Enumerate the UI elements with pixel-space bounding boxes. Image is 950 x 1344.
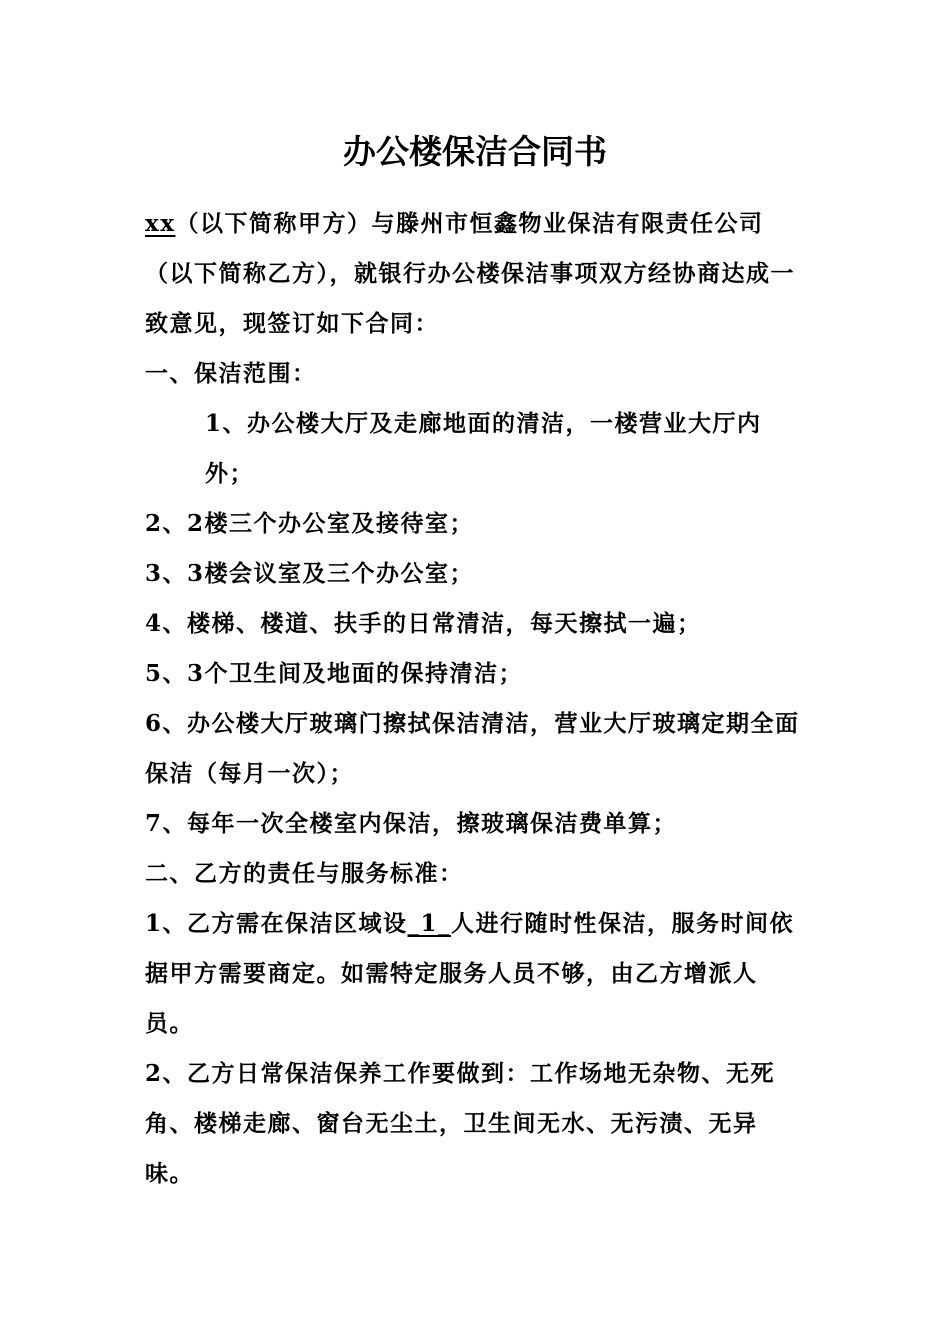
scope-item-5: 5、3个卫生间及地面的保持清洁；	[145, 660, 524, 687]
duty-item-1-suffix: 人进行随时性保洁，服务时间依据甲方需要商定。如需特定服务人员不够，由乙方增派人员。	[145, 910, 795, 1037]
scope-item-7: 7、每年一次全楼室内保洁，擦玻璃保洁费单算；	[145, 810, 678, 837]
intro-text: （以下简称甲方）与滕州市恒鑫物业保洁有限责任公司（以下简称乙方），就银行办公楼保洁事项双方经协商达成一致意见，现签订如下合同：	[145, 210, 795, 337]
staff-count: _1_	[407, 910, 452, 937]
document-body	[145, 199, 805, 1199]
scope-item-1: 1、办公楼大厅及走廊地面的清洁，一楼营业大厅内外；	[205, 410, 762, 487]
duty-item-1	[145, 899, 805, 1049]
document-title: 办公楼保洁合同书	[343, 132, 607, 171]
duty-item-1-prefix: 1、乙方需在保洁区域设	[145, 910, 408, 937]
party-a-name: xx	[145, 210, 176, 237]
section-2-heading: 二、乙方的责任与服务标准：	[145, 860, 464, 887]
scope-item-6: 6、办公楼大厅玻璃门擦拭保洁清洁，营业大厅玻璃定期全面保洁（每月一次）；	[145, 710, 800, 787]
scope-item-3: 3、3楼会议室及三个办公室；	[145, 560, 475, 587]
section-1-heading: 一、保洁范围：	[145, 360, 317, 387]
scope-item-4: 4、楼梯、楼道、扶手的日常清洁，每天擦拭一遍；	[145, 610, 702, 637]
intro-paragraph	[145, 199, 805, 349]
scope-item-2: 2、2楼三个办公室及接待室；	[145, 510, 475, 537]
duty-item-2: 2、乙方日常保洁保养工作要做到：工作场地无杂物、无死角、楼梯走廊、窗台无尘土，卫生间无水、无污渍、无异味。	[145, 1060, 776, 1187]
